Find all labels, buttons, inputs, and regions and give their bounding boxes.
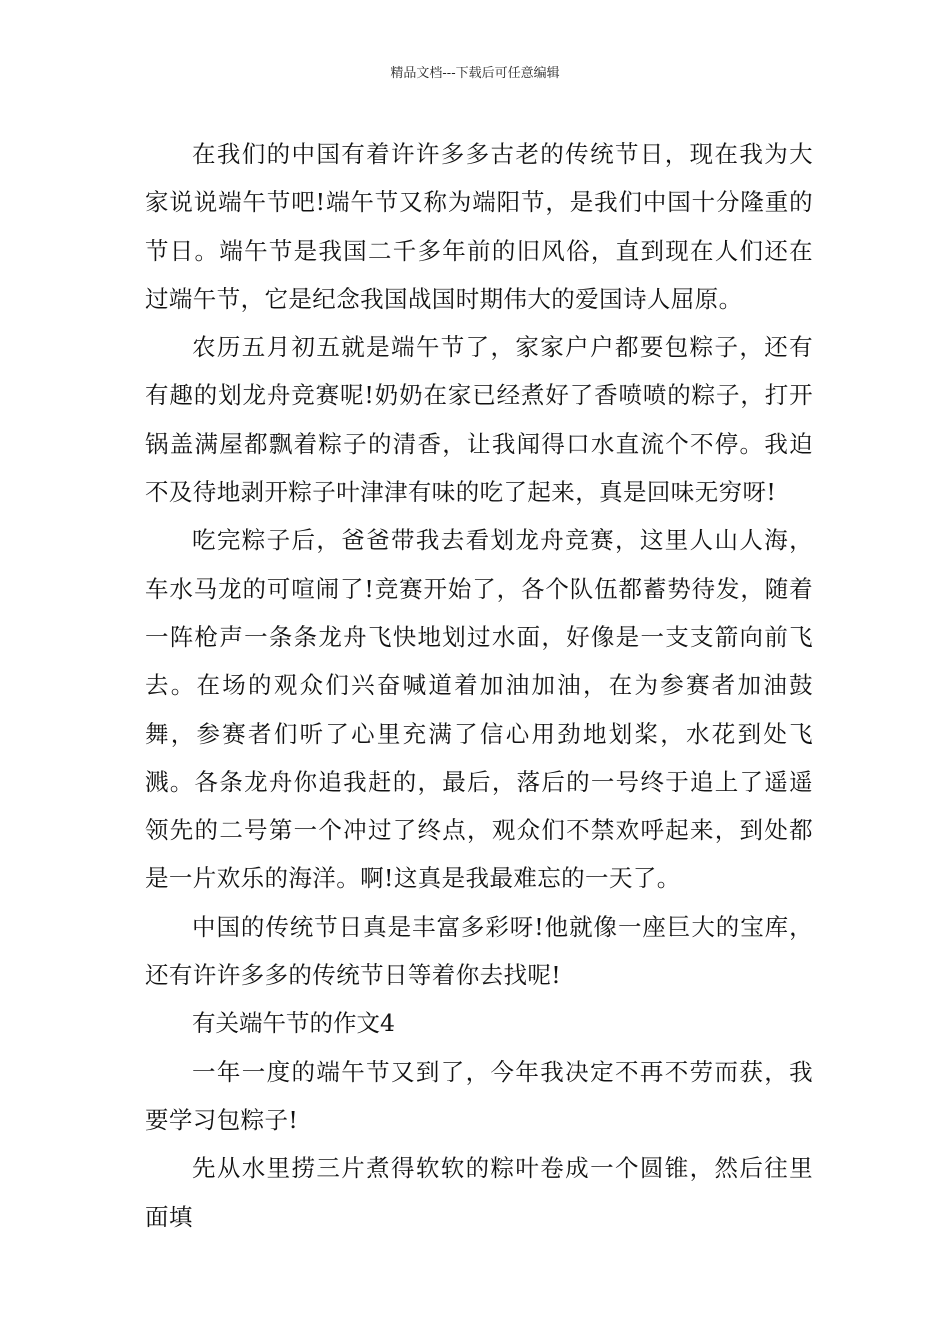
paragraph-dragon-boat: 吃完粽子后，爸爸带我去看划龙舟竞赛，这里人山人海，车水马龙的可喧闹了!竞赛开始了，各个队伍都蓄势待发，随着一阵枪声一条条龙舟飞快地划过水面，好像是一支支箭向前飞去。在场的观众们兴奋喊道着加油加油，在为参赛者加油鼓舞，参赛者们听了心里充满了信心用劲地划桨，水花到处飞溅。各条龙舟你追我赶的，最后，落后的一号终于追上了遥遥领先的二号第一个冲过了终点，观众们不禁欢呼起来，到处都是一片欢乐的海洋。啊!这真是我最难忘的一天了。: [145, 526, 813, 893]
paragraph-conclusion: 中国的传统节日真是丰富多彩呀!他就像一座巨大的宝库，还有许许多多的传统节日等着你去找呢!: [145, 912, 813, 990]
document-body: [145, 130, 813, 1241]
paragraph-intro: 在我们的中国有着许许多多古老的传统节日，现在我为大家说说端午节吧!端午节又称为端阳节，是我们中国十分隆重的节日。端午节是我国二千多年前的旧风俗，直到现在人们还在过端午节，它是纪念我国战国时期伟大的爱国诗人屈原。: [145, 140, 813, 313]
paragraph-essay4-intro: 一年一度的端午节又到了，今年我决定不再不劳而获，我要学习包粽子!: [145, 1057, 813, 1134]
paragraph-zongzi: 农历五月初五就是端午节了，家家户户都要包粽子，还有有趣的划龙舟竞赛呢!奶奶在家已经煮好了香喷喷的粽子，打开锅盖满屋都飘着粽子的清香，让我闻得口水直流个不停。我迫不及待地剥开粽子叶津津有味的吃了起来，真是回味无穷呀!: [145, 333, 813, 507]
page-header: 精品文档---下载后可任意编辑: [390, 66, 560, 81]
paragraph-essay4-steps: 先从水里捞三片煮得软软的粽叶卷成一个圆锥，然后往里面填: [145, 1154, 813, 1231]
essay-title: 有关端午节的作文4: [192, 1009, 395, 1038]
